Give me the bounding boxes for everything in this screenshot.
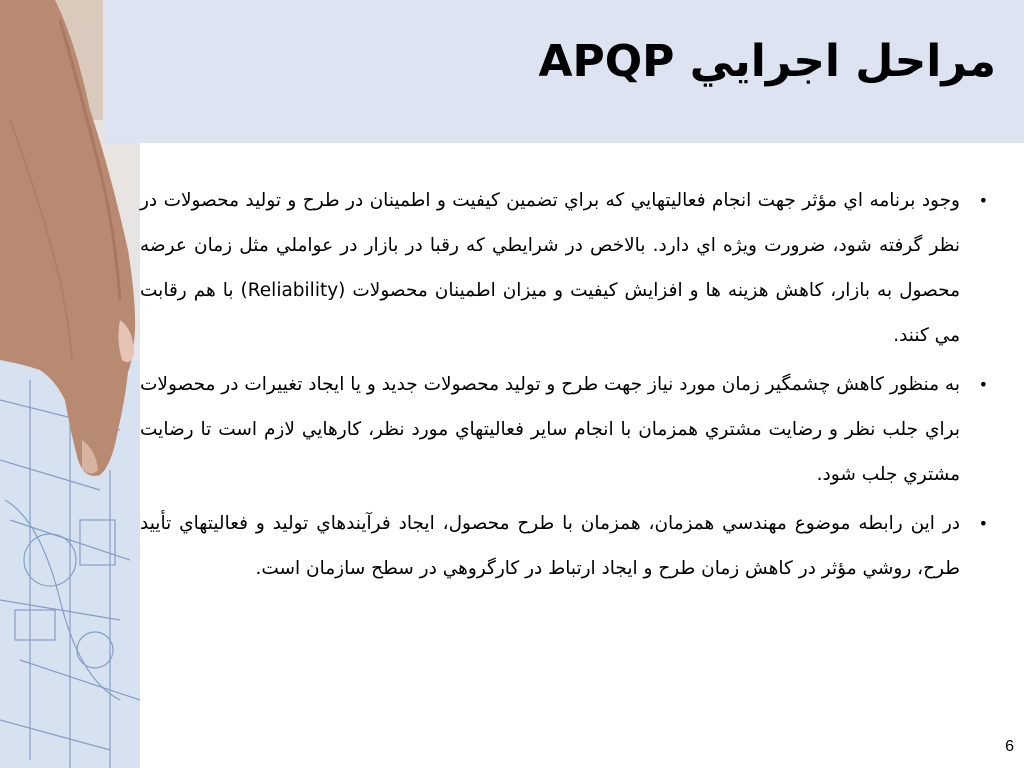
bullet-icon: • [978, 191, 988, 210]
slide-title: مراحل اجرايي APQP [538, 36, 996, 87]
bullet-icon: • [978, 375, 988, 394]
list-item [140, 501, 1000, 591]
bullet-text: وجود برنامه اي مؤثر جهت انجام فعاليتهايي كه براي تضمين كيفيت و اطمينان در طرح و توليد محصولات در نظر گرفته شود، ضرورت ويژه اي دارد. بالاخص در شرايطي كه رقبا در بازار در عواملي مثل زمان عرضه محصول به بازار، كاهش هزينه ها و افزايش كيفيت و ميزان اطمينان محصولات (Reliability) با هم رقابت مي كنند. [140, 190, 960, 346]
list-item [140, 362, 1000, 497]
slide-content [140, 178, 1000, 595]
bullet-icon: • [978, 514, 988, 533]
bullet-text: به منظور كاهش چشمگير زمان مورد نياز جهت طرح و توليد محصولات جديد و يا ايجاد تغييرات در محصولات براي جلب نظر و رضايت مشتري همزمان با انجام ساير فعاليتهاي مورد نظر، كارهايي لازم است تا رضايت مشتري جلب شود. [140, 374, 960, 485]
list-item [140, 178, 1000, 358]
bullet-text: در اين رابطه موضوع مهندسي همزمان، همزمان با طرح محصول، ايجاد فرآيندهاي توليد و فعاليتهاي تأييد طرح، روشي مؤثر در كاهش زمان طرح و ايجاد ارتباط در كارگروهي در سطح سازمان است. [140, 513, 960, 579]
bullet-list [140, 178, 1000, 591]
page-number: 6 [1005, 738, 1014, 755]
